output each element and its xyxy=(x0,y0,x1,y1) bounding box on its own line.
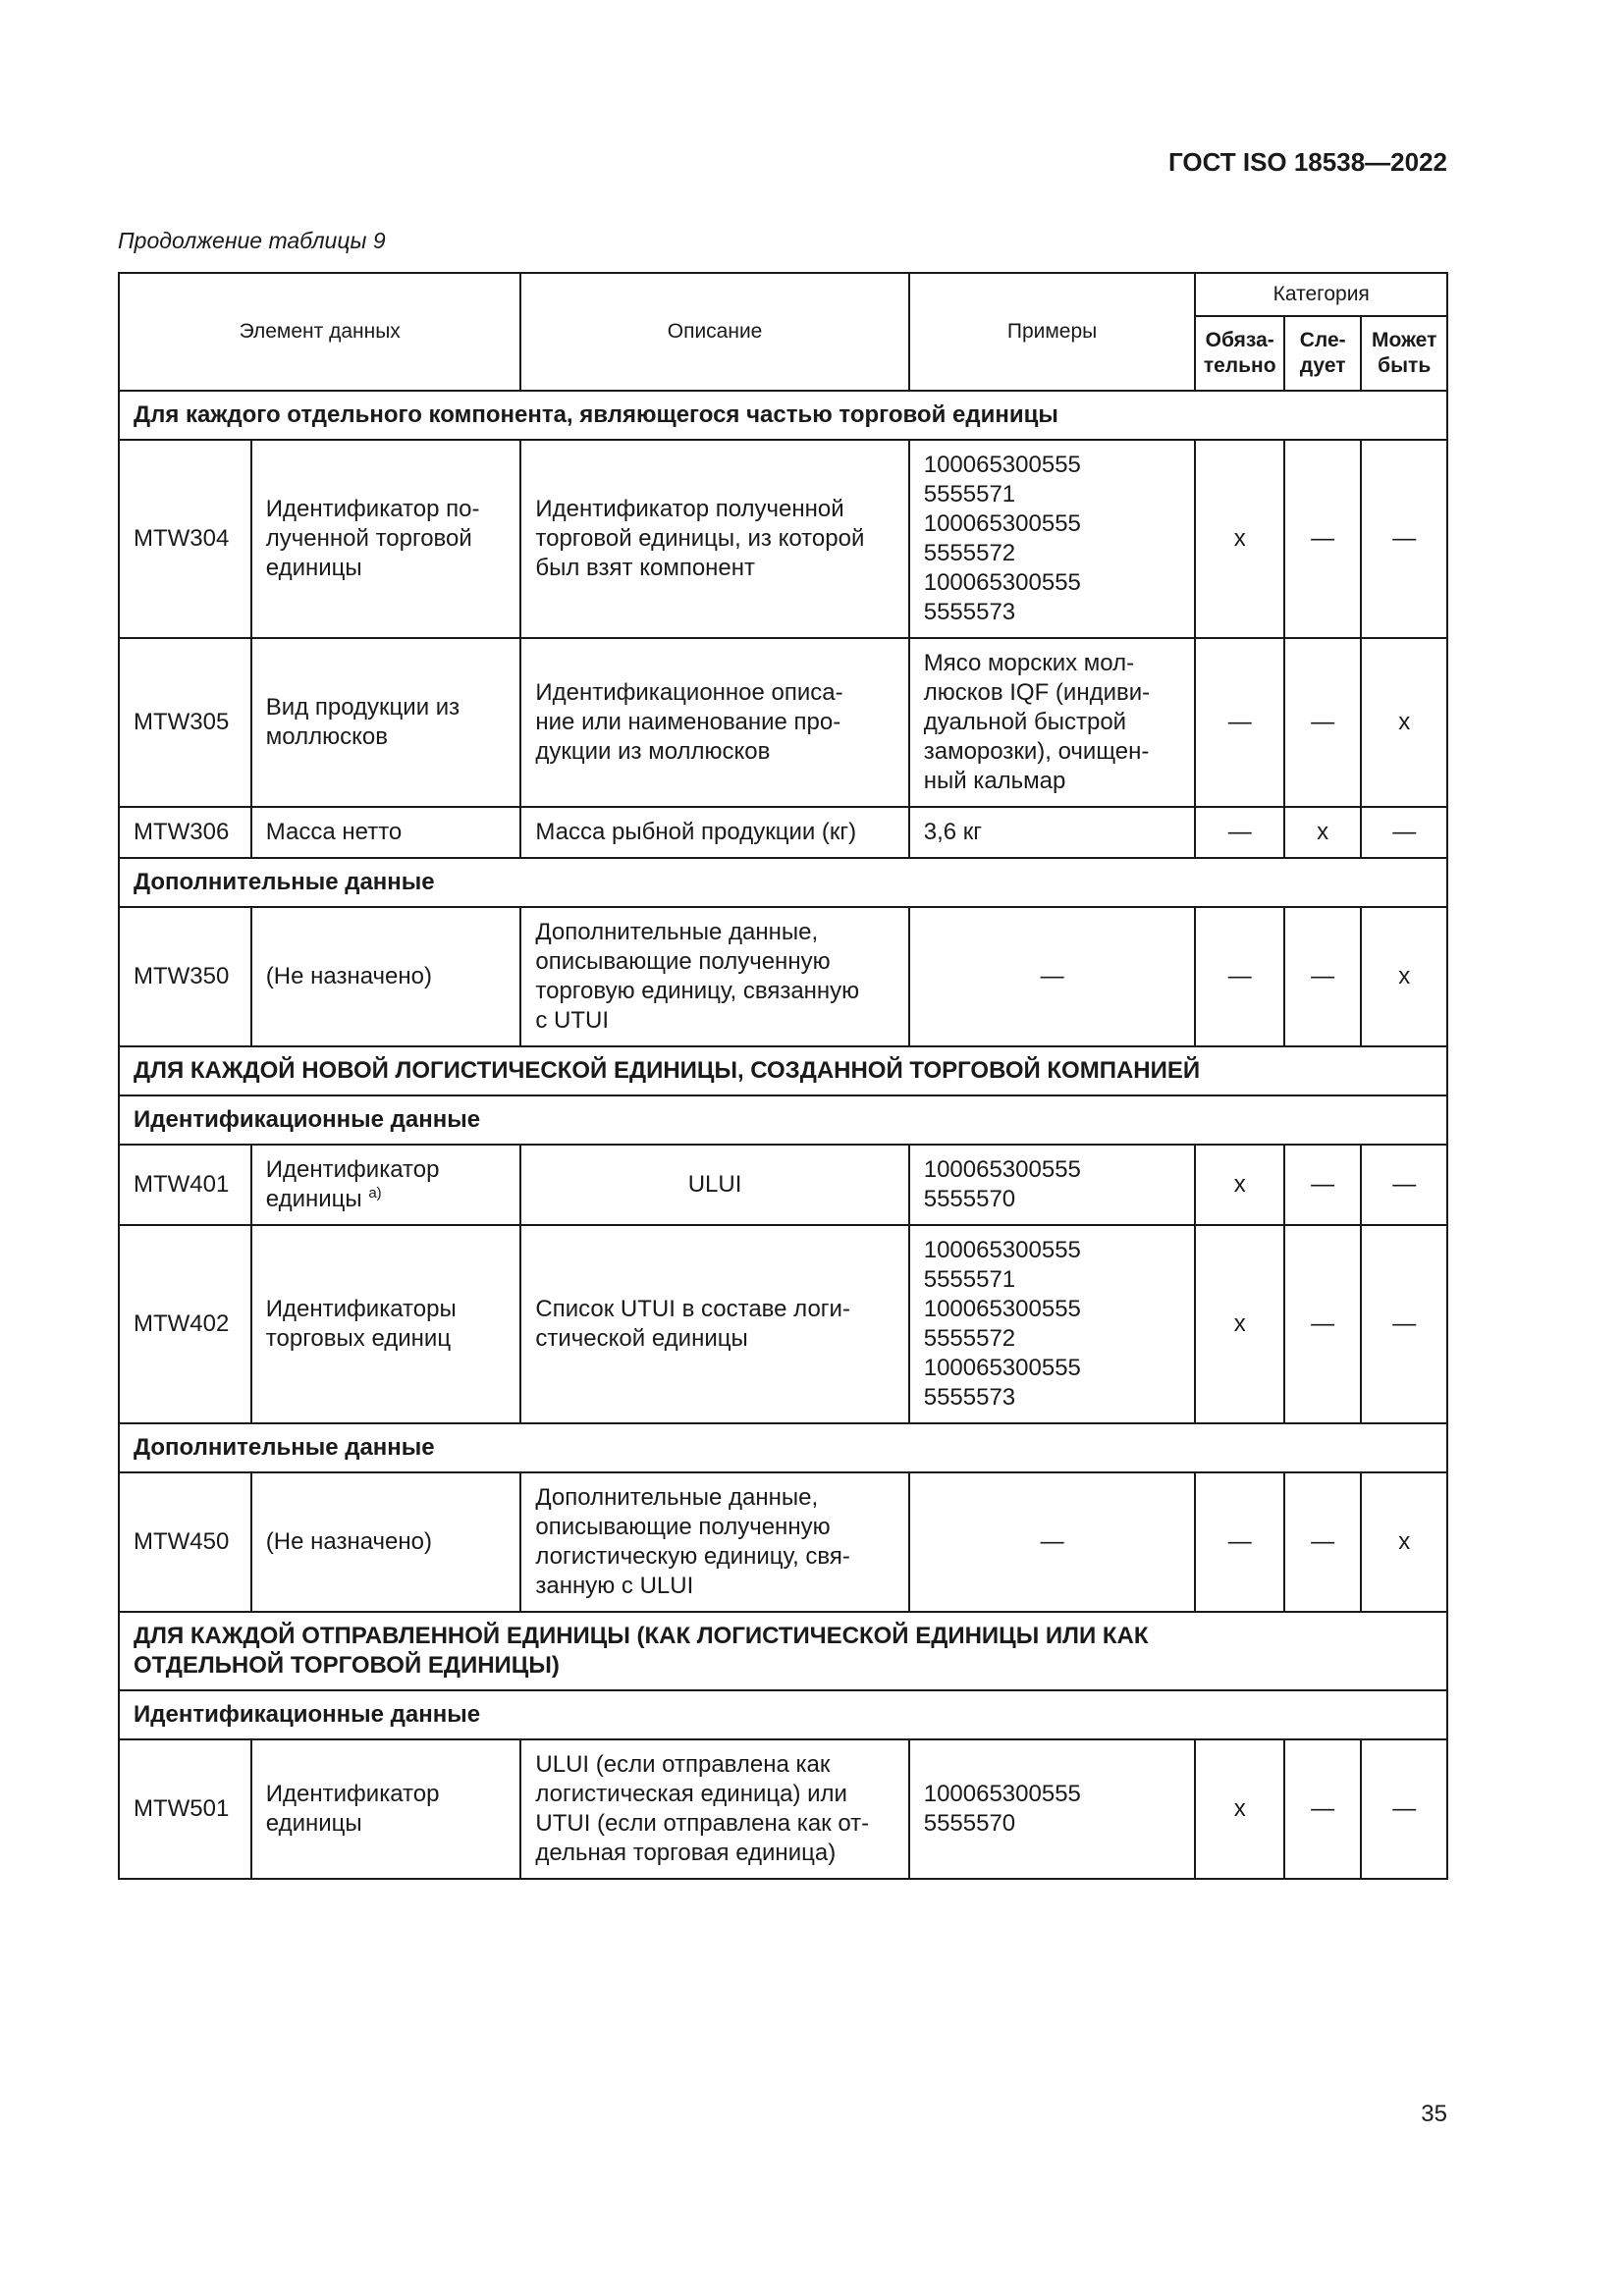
element-examples: — xyxy=(909,1472,1196,1612)
text-line: Список UTUI в составе логи- xyxy=(535,1296,850,1322)
text-line: 100065300555 xyxy=(923,1781,1081,1807)
category-required-line: Обяза- xyxy=(1205,329,1274,351)
text-line: 5555573 xyxy=(923,599,1016,625)
text-line: единицы xyxy=(265,1186,362,1212)
element-name xyxy=(251,638,521,807)
element-code: MTW402 xyxy=(119,1225,251,1423)
text-line: стической единицы xyxy=(535,1325,748,1352)
subsection-identification: Идентификационные данные xyxy=(119,1690,1447,1739)
category-required-value: x xyxy=(1195,1145,1284,1225)
text-line: единицы xyxy=(265,555,362,581)
text-line: заморозки), очищен- xyxy=(923,738,1150,765)
category-should-value: x xyxy=(1284,807,1361,858)
category-may-value: — xyxy=(1361,1145,1447,1225)
element-name xyxy=(251,1225,521,1423)
category-required-value: — xyxy=(1195,807,1284,858)
category-should-line: дует xyxy=(1299,354,1346,377)
element-description xyxy=(520,638,908,807)
element-code: MTW450 xyxy=(119,1472,251,1612)
category-required-value: — xyxy=(1195,1472,1284,1612)
category-should-value: — xyxy=(1284,1472,1361,1612)
element-description xyxy=(520,1225,908,1423)
table-row xyxy=(119,907,1447,1046)
category-may-line: Может xyxy=(1372,329,1437,351)
text-line: дуальной быстрой xyxy=(923,709,1127,735)
section-shipped-unit xyxy=(119,1612,1447,1690)
subsection-additional: Дополнительные данные xyxy=(119,858,1447,907)
category-may-value: x xyxy=(1361,1472,1447,1612)
text-line: Идентификаторы xyxy=(265,1296,457,1322)
category-should-value: — xyxy=(1284,907,1361,1046)
section-logistic-unit: ДЛЯ КАЖДОЙ НОВОЙ ЛОГИСТИЧЕСКОЙ ЕДИНИЦЫ, СОЗДАННОЙ ТОРГОВОЙ КОМПАНИЕЙ xyxy=(119,1046,1447,1095)
text-line: моллюсков xyxy=(265,723,388,750)
text-line: дельная торговая единица) xyxy=(535,1840,837,1866)
text-line: лученной торговой xyxy=(265,525,472,552)
text-line: Идентификатор по- xyxy=(265,496,480,522)
section-component: Для каждого отдельного компонента, являющегося частью торговой единицы xyxy=(119,391,1447,440)
element-description xyxy=(520,1472,908,1612)
text-line: описывающие полученную xyxy=(535,948,831,975)
element-name xyxy=(251,440,521,638)
category-required-value: — xyxy=(1195,638,1284,807)
subsection-additional: Дополнительные данные xyxy=(119,1423,1447,1472)
text-line: Идентификатор полученной xyxy=(535,496,844,522)
element-name: (Не назначено) xyxy=(251,1472,521,1612)
text-line: Дополнительные данные, xyxy=(535,1484,819,1511)
element-name xyxy=(251,1145,521,1225)
text-line: ДЛЯ КАЖДОЙ ОТПРАВЛЕННОЙ ЕДИНИЦЫ (КАК ЛОГИСТИЧЕСКОЙ ЕДИНИЦЫ ИЛИ КАК xyxy=(134,1623,1149,1649)
category-required-value: x xyxy=(1195,440,1284,638)
element-description: ULUI xyxy=(520,1145,908,1225)
table-row xyxy=(119,1472,1447,1612)
element-examples: 3,6 кг xyxy=(909,807,1196,858)
section-row xyxy=(119,1046,1447,1095)
element-code: MTW305 xyxy=(119,638,251,807)
table-row xyxy=(119,1145,1447,1225)
text-line: торговой единицы, из которой xyxy=(535,525,865,552)
col-header-examples: Примеры xyxy=(909,273,1196,391)
text-line: ULUI (если отправлена как xyxy=(535,1751,831,1778)
category-required-value: x xyxy=(1195,1225,1284,1423)
section-row xyxy=(119,1423,1447,1472)
element-description xyxy=(520,440,908,638)
col-header-category: Категория xyxy=(1195,273,1447,316)
category-should-value: — xyxy=(1284,1145,1361,1225)
element-examples xyxy=(909,638,1196,807)
element-name xyxy=(251,1739,521,1879)
text-line: 100065300555 xyxy=(923,452,1081,478)
text-line: торговую единицу, связанную xyxy=(535,978,860,1004)
category-may-value: — xyxy=(1361,440,1447,638)
text-line: ОТДЕЛЬНОЙ ТОРГОВОЙ ЕДИНИЦЫ) xyxy=(134,1652,560,1679)
table-row xyxy=(119,440,1447,638)
text-line: Мясо морских мол- xyxy=(923,650,1135,676)
element-code: MTW501 xyxy=(119,1739,251,1879)
text-line: с UTUI xyxy=(535,1007,610,1034)
element-name: (Не назначено) xyxy=(251,907,521,1046)
text-line: дукции из моллюсков xyxy=(535,738,771,765)
text-line: Идентификационное описа- xyxy=(535,679,843,706)
category-should-value: — xyxy=(1284,638,1361,807)
text-line: ние или наименование про- xyxy=(535,709,841,735)
text-line: 100065300555 xyxy=(923,1296,1081,1322)
text-line: Дополнительные данные, xyxy=(535,919,819,945)
element-code: MTW304 xyxy=(119,440,251,638)
section-row xyxy=(119,1612,1447,1690)
document-standard-header: ГОСТ ISO 18538—2022 xyxy=(1167,147,1447,177)
section-row xyxy=(119,1690,1447,1739)
text-line: люсков IQF (индиви- xyxy=(923,679,1151,706)
table-row xyxy=(119,638,1447,807)
category-should xyxy=(1284,316,1361,391)
element-examples xyxy=(909,1225,1196,1423)
category-required-value: x xyxy=(1195,1739,1284,1879)
table-row xyxy=(119,1225,1447,1423)
element-description: Масса рыбной продукции (кг) xyxy=(520,807,908,858)
section-row xyxy=(119,858,1447,907)
element-examples xyxy=(909,440,1196,638)
header-row xyxy=(119,273,1447,316)
category-may-value: — xyxy=(1361,1739,1447,1879)
category-may-line: быть xyxy=(1378,354,1432,377)
page-number: 35 xyxy=(1421,2101,1447,2127)
category-required-value: — xyxy=(1195,907,1284,1046)
element-description xyxy=(520,1739,908,1879)
footnote-marker: a) xyxy=(368,1185,382,1201)
element-code: MTW401 xyxy=(119,1145,251,1225)
text-line: логистическую единицу, свя- xyxy=(535,1543,850,1570)
text-line: Вид продукции из xyxy=(265,694,460,721)
category-may-value: — xyxy=(1361,1225,1447,1423)
text-line: 5555572 xyxy=(923,1325,1016,1352)
element-examples xyxy=(909,1739,1196,1879)
element-name: Масса нетто xyxy=(251,807,521,858)
category-should-value: — xyxy=(1284,1739,1361,1879)
category-required xyxy=(1195,316,1284,391)
text-line: 5555571 xyxy=(923,481,1016,507)
text-line: 100065300555 xyxy=(923,1237,1081,1263)
text-line: Идентификатор xyxy=(265,1156,440,1183)
text-line: 5555570 xyxy=(923,1810,1016,1837)
col-header-element: Элемент данных xyxy=(119,273,520,391)
text-line: 100065300555 xyxy=(923,1156,1081,1183)
text-line: логистическая единица) или xyxy=(535,1781,847,1807)
text-line: UTUI (если отправлена как от- xyxy=(535,1810,870,1837)
text-line: ный кальмар xyxy=(923,768,1066,794)
element-examples xyxy=(909,1145,1196,1225)
table-row xyxy=(119,807,1447,858)
section-row xyxy=(119,1095,1447,1145)
category-may-value: — xyxy=(1361,807,1447,858)
text-line: занную с ULUI xyxy=(535,1573,694,1599)
category-should-value: — xyxy=(1284,1225,1361,1423)
category-required-line: тельно xyxy=(1203,354,1276,377)
category-may-value: x xyxy=(1361,907,1447,1046)
table-row xyxy=(119,1739,1447,1879)
data-table xyxy=(118,272,1448,1880)
category-should-value: — xyxy=(1284,440,1361,638)
text-line: 5555572 xyxy=(923,540,1016,566)
text-line: 100065300555 xyxy=(923,569,1081,596)
text-line: единицы xyxy=(265,1810,362,1837)
category-may xyxy=(1361,316,1447,391)
element-description xyxy=(520,907,908,1046)
text-line: 100065300555 xyxy=(923,510,1081,537)
element-examples: — xyxy=(909,907,1196,1046)
text-line: Идентификатор xyxy=(265,1781,440,1807)
category-should-line: Сле- xyxy=(1299,329,1346,351)
text-line: 5555570 xyxy=(923,1186,1016,1212)
text-line: 5555571 xyxy=(923,1266,1016,1293)
element-code: MTW306 xyxy=(119,807,251,858)
table-caption: Продолжение таблицы 9 xyxy=(118,228,386,253)
section-row xyxy=(119,391,1447,440)
text-line: был взят компонент xyxy=(535,555,756,581)
text-line: 100065300555 xyxy=(923,1355,1081,1381)
text-line: 5555573 xyxy=(923,1384,1016,1411)
col-header-description: Описание xyxy=(520,273,908,391)
category-may-value: x xyxy=(1361,638,1447,807)
text-line: торговых единиц xyxy=(265,1325,452,1352)
subsection-identification: Идентификационные данные xyxy=(119,1095,1447,1145)
element-code: MTW350 xyxy=(119,907,251,1046)
text-line: описывающие полученную xyxy=(535,1514,831,1540)
